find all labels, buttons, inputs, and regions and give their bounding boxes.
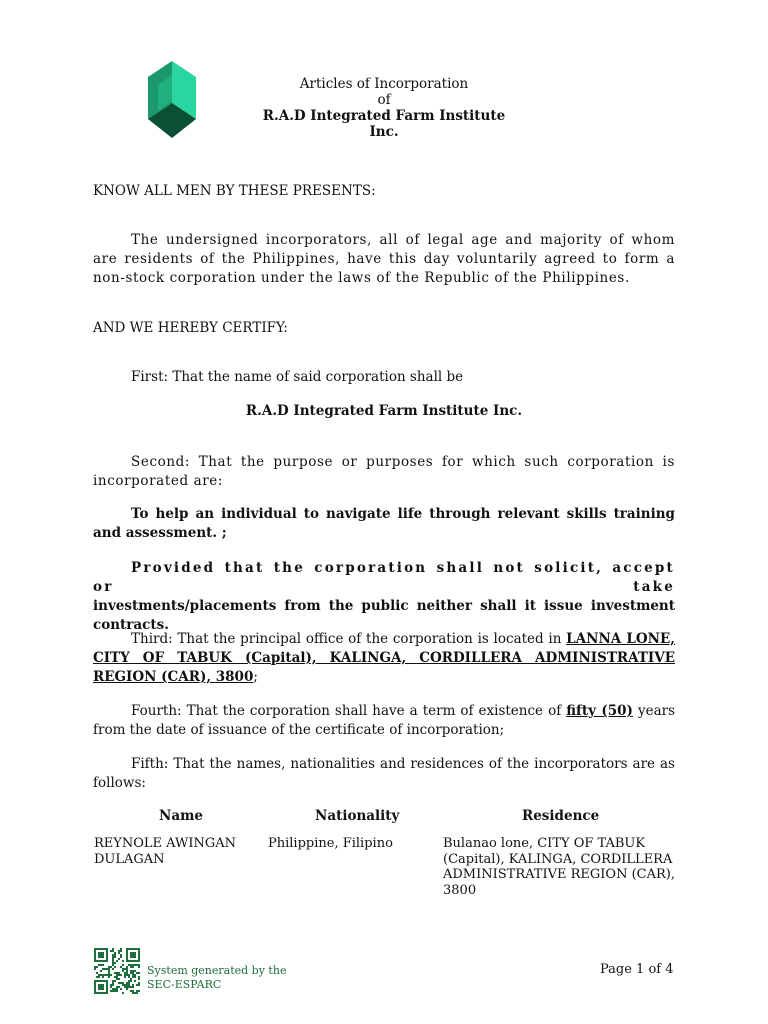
incorporator-nationality: Philippine, Filipino bbox=[268, 836, 393, 851]
fourth-article bbox=[93, 702, 675, 740]
doc-title: Articles of Incorporation bbox=[299, 76, 469, 92]
qr-code bbox=[94, 948, 140, 994]
system-line-1: System generated by the bbox=[147, 964, 287, 977]
third-article-end: ; bbox=[253, 669, 258, 685]
intro-paragraph: The undersigned incorporators, all of legal age and majority of whom are residents of the Philippines, have this day voluntarily agreed to form a non-stock corporation under the laws of the Republic of the Philippines. bbox=[93, 232, 675, 286]
incorporator-name: REYNOLE AWINGAN DULAGAN bbox=[94, 836, 237, 867]
doc-company-name: R.A.D Integrated Farm Institute Inc. bbox=[262, 108, 506, 140]
third-article-text: Third: That the principal office of the corporation is located in bbox=[131, 631, 562, 647]
fifth-article: Fifth: That the names, nationalities and residences of the incorporators are as follows: bbox=[93, 756, 675, 791]
table-header-nationality: Nationality bbox=[315, 808, 400, 824]
proviso-rest: investments/placements from the public neither shall it issue investment contracts. bbox=[93, 598, 675, 633]
proviso-paragraph bbox=[93, 559, 675, 635]
incorporator-residence: Bulanao lone, CITY OF TABUK (Capital), KALINGA, CORDILLERA ADMINISTRATIVE REGION (CAR), 3800 bbox=[443, 836, 675, 898]
page-number: Page 1 of 4 bbox=[600, 962, 674, 977]
fourth-article-text: Fourth: That the corporation shall have a term of existence of bbox=[131, 703, 562, 719]
proviso-lead: Provided that the corporation shall not solicit, accept or take bbox=[93, 560, 675, 595]
know-all-heading: KNOW ALL MEN BY THESE PRESENTS: bbox=[93, 183, 376, 199]
company-logo bbox=[146, 61, 198, 139]
third-article bbox=[93, 630, 675, 687]
table-header-name: Name bbox=[159, 808, 203, 824]
purpose-paragraph: To help an individual to navigate life through relevant skills training and assessment. ; bbox=[93, 506, 675, 541]
system-generated-note bbox=[147, 964, 286, 992]
term-of-existence: fifty (50) bbox=[566, 703, 633, 719]
system-line-2: SEC-ESPARC bbox=[147, 978, 222, 991]
corporation-name: R.A.D Integrated Farm Institute Inc. bbox=[245, 403, 523, 419]
certify-heading: AND WE HEREBY CERTIFY: bbox=[93, 320, 288, 336]
table-header-residence: Residence bbox=[522, 808, 600, 824]
fourth-article-end: years from the date of issuance of the certificate of incorporation; bbox=[93, 703, 676, 738]
principal-office-address: LANNA LONE, CITY OF TABUK (Capital), KALINGA, CORDILLERA ADMINISTRATIVE REGION (CAR), 3800 bbox=[93, 631, 675, 685]
doc-title-of: of bbox=[377, 92, 391, 108]
second-article: Second: That the purpose or purposes for which such corporation is incorporated are: bbox=[93, 454, 675, 489]
first-article: First: That the name of said corporation shall be bbox=[131, 369, 464, 385]
